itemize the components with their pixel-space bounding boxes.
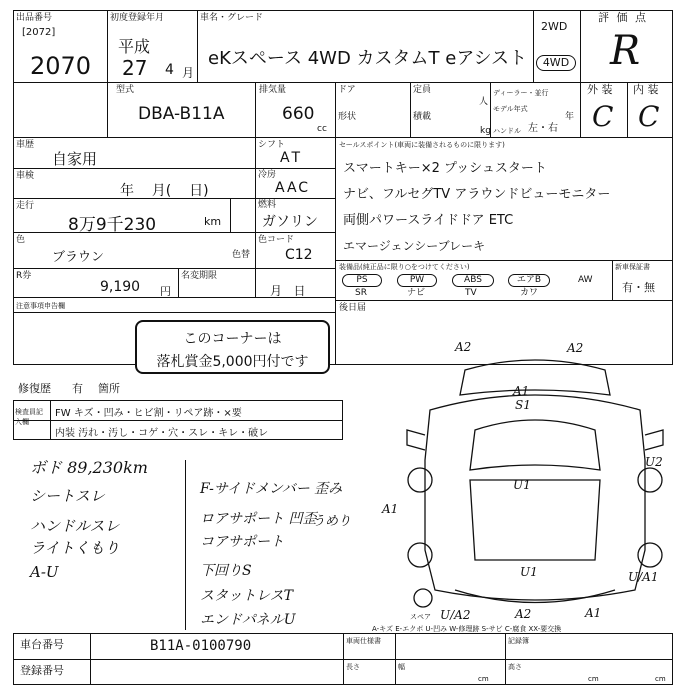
unit-cm: cm (655, 675, 666, 683)
lot-code: [2072] (22, 27, 56, 38)
use-value: 自家用 (52, 150, 98, 168)
interior-value: C (638, 100, 660, 133)
hand-note-left: ハンドルスレ (30, 517, 120, 535)
sales-point-line: ナビ、フルセグTV アラウンドビューモニター (343, 187, 611, 202)
drive-2wd: 2WD (541, 20, 568, 33)
lot-number: 2070 (30, 52, 92, 80)
grade-value: R (610, 28, 641, 74)
lot-label: 出品番号 (16, 13, 53, 23)
spare-label: スペア (410, 613, 431, 621)
handle-label: ハンドル (493, 127, 521, 135)
shape-label: 形状 (338, 112, 357, 122)
chassis-value: B11A-0100790 (150, 638, 252, 654)
capacity-unit: 人 (479, 97, 489, 107)
hand-note-right: エンドパネルU (200, 612, 296, 628)
mileage-label: 走行 (16, 201, 35, 211)
equip-abs: ABS (452, 274, 494, 287)
shift-value: AT (280, 150, 304, 166)
hand-note-right: スタットレスT (200, 588, 293, 604)
width-label: 幅 (398, 663, 405, 671)
sales-point-line: 両側パワースライドドア ETC (343, 213, 514, 228)
car-name: eKスペース 4WD カスタムT eアシスト (208, 48, 528, 69)
fuel-value: ガソリン (262, 214, 318, 230)
hand-note-left: ボド 89,230km (30, 458, 148, 477)
notes-label: 注意事項申告欄 (16, 302, 65, 310)
inspector-row2: 内装 汚れ・汚し・コゲ・穴・スレ・キレ・破レ (55, 428, 269, 439)
sales-points-label: セールスポイント(車両に装備されるものに限ります) (339, 141, 505, 149)
ac-label: 冷房 (258, 170, 277, 180)
recycle-value: 9,190 (100, 279, 141, 295)
mileage-value: 8万9千230 (68, 215, 157, 235)
sales-point-line: エマージェンシーブレーキ (343, 239, 486, 253)
damage-mark: S1 (515, 398, 531, 412)
transfer-value: 月 日 (270, 284, 306, 298)
model-year-unit: 年 (565, 112, 575, 122)
exterior-label: 外 装 (587, 83, 613, 96)
transfer-label: 名変期限 (181, 271, 218, 281)
door-label: ドア (338, 85, 356, 95)
repair-label: 修復歴 (18, 382, 51, 395)
damage-mark: U2 (645, 455, 663, 469)
damage-mark: U/A2 (440, 608, 471, 622)
hand-note-right: ロアサポート 凹歪 (200, 511, 317, 527)
diagram-legend: A-キズ E-エクボ U-凹み W-修理跡 S-サビ C-腐食 XX-要交換 (372, 625, 562, 633)
damage-mark: A2 (567, 341, 584, 355)
equip-sr: SR (355, 288, 367, 298)
new-car-label: 新車保証書 (615, 263, 650, 271)
new-car-value: 有・無 (622, 281, 655, 294)
drive-4wd-circled: 4WD (536, 55, 576, 71)
equip-tv: TV (465, 288, 477, 298)
reg-year: 27 (122, 56, 148, 80)
damage-mark: A1 (585, 606, 602, 620)
inspector-row1: FW キズ・凹み・ヒビ割・リペア跡・×要 (55, 408, 242, 419)
chassis-label: 車台番号 (20, 638, 64, 651)
sales-point-line: スマートキー×2 プッシュスタート (343, 161, 547, 176)
spec-sheet-label: 車両仕様書 (346, 637, 381, 645)
mileage-unit: km (204, 215, 222, 228)
after-label: 後日届 (339, 303, 367, 313)
displacement-value: 660 (282, 104, 315, 124)
repair-value: 有 (72, 382, 83, 395)
damage-mark: U1 (513, 478, 531, 492)
bonus-box (135, 320, 330, 374)
damage-mark: A2 (455, 340, 472, 354)
displacement-label: 排気量 (259, 85, 287, 95)
model-value: DBA-B11A (138, 104, 225, 124)
damage-mark: U/A1 (628, 570, 659, 584)
displacement-unit: cc (317, 124, 327, 134)
unit-cm: cm (478, 675, 489, 683)
reg-era: 平成 (118, 37, 151, 56)
shaken-label: 車検 (16, 171, 35, 181)
length-label: 長さ (346, 663, 360, 671)
load-label: 積載 (413, 112, 432, 122)
equip-pw: PW (397, 274, 437, 287)
damage-mark: A1 (382, 502, 399, 516)
equipment-label: 装備品(純正品に限り○をつけてください) (339, 263, 470, 271)
use-label: 車歴 (16, 140, 35, 150)
fuel-label: 燃料 (258, 200, 277, 210)
hand-note-left: ライトくもり (30, 539, 120, 557)
hand-note-left: シートスレ (30, 487, 105, 505)
hand-note-right: F-サイドメンバー 歪み (200, 481, 343, 497)
damage-mark: A1 (513, 384, 530, 398)
height-label: 高さ (508, 663, 522, 671)
equip-airbag: エアB (508, 274, 550, 287)
reg-label: 初度登録年月 (110, 13, 165, 23)
hand-note-right-aside: うめり (312, 514, 352, 529)
reg-month: 4 (165, 62, 174, 78)
hand-note-right: コアサポート (200, 534, 284, 550)
equip-navi: ナビ (407, 288, 426, 298)
model-year-label: モデル年式 (493, 105, 528, 113)
load-unit: kg (480, 126, 491, 136)
record-book-label: 記録簿 (508, 637, 529, 645)
damage-mark: A2 (515, 607, 532, 621)
bonus-line1: このコーナーは (183, 331, 282, 347)
model-label: 型式 (116, 85, 135, 95)
handle-value: 左・右 (528, 123, 558, 134)
capacity-label: 定員 (413, 85, 432, 95)
interior-label: 内 装 (633, 83, 659, 96)
bonus-line2: 落札賞金5,000円付です (156, 354, 309, 370)
reg-month-unit: 月 (182, 66, 195, 80)
reg-no-label: 登録番号 (20, 664, 64, 677)
equip-leather: カワ (520, 288, 539, 298)
color-code-label: 色コード (258, 235, 295, 245)
color-label: 色 (16, 235, 26, 245)
damage-mark: U1 (520, 565, 538, 579)
color-no-label: 色替 (232, 250, 251, 260)
shift-label: シフト (258, 140, 286, 150)
car-name-label: 車名・グレード (200, 13, 264, 23)
hand-note-right: 下回りS (200, 563, 252, 579)
recycle-unit: 円 (160, 285, 171, 298)
repair-unit: 箇所 (98, 382, 120, 395)
exterior-value: C (592, 100, 614, 133)
grade-label: 評 価 点 (598, 11, 648, 24)
car-diagram (395, 340, 675, 630)
inspector-label: 検査員記入欄 (15, 408, 43, 426)
color-value: ブラウン (52, 250, 105, 265)
shaken-value: 年 月( 日) (120, 183, 209, 199)
unit-cm: cm (588, 675, 599, 683)
recycle-label: R券 (16, 271, 32, 281)
dealer-label: ディーラー・並行 (493, 89, 549, 97)
color-code-value: C12 (285, 247, 313, 263)
ac-value: AAC (275, 180, 311, 196)
hand-note-left: A-U (30, 563, 59, 581)
equip-ps: PS (342, 274, 382, 287)
equip-aw: AW (578, 275, 593, 285)
